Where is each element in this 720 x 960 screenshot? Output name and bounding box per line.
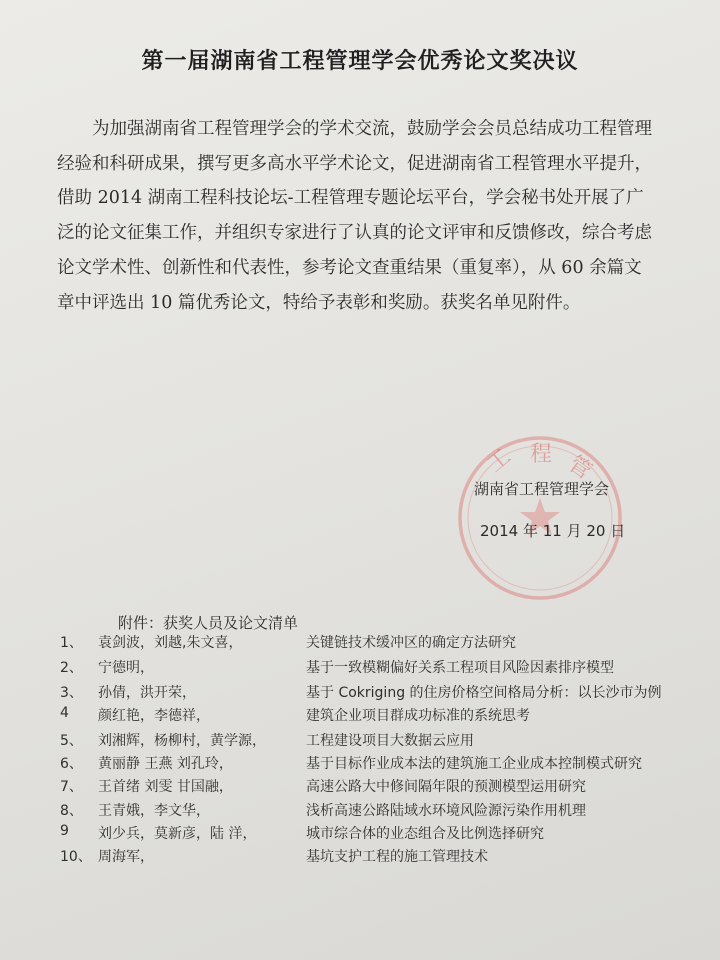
list-item <box>0 632 720 654</box>
official-seal <box>455 433 625 603</box>
entry-authors: 周海军， <box>98 849 154 865</box>
list-item <box>0 682 720 704</box>
document-body: 为加强湖南省工程管理学会的学术交流，鼓励学会会员总结成功工程管理经验和科研成果，撰写更多高水平学术论文，促进湖南省工程管理水平提升，借助 2014 湖南工程科技论坛-工程管理专题论坛平台，学会秘书处开展了广泛的论文征集工作，并组织专家进行了认真的论文评审和反馈修改，综合考虑论文学术性、创新性和代表性，参考论文查重结果（重复率），从 60 余篇文章中评选出 10 篇优秀论文，特给予表彰和奖励。获奖名单见附件。 <box>57 119 652 313</box>
signature-organization: 湖南省工程管理学会 <box>474 480 610 498</box>
entry-number: 3、 <box>60 685 83 701</box>
entry-paper-title: 基于 Cokriging 的住房价格空间格局分析：以长沙市为例 <box>306 685 662 701</box>
entry-authors: 袁剑波，刘越,朱文喜， <box>98 635 243 651</box>
svg-text:管: 管 <box>563 451 596 485</box>
entry-authors: 刘湘辉，杨柳村，黄学源， <box>98 733 266 749</box>
entry-paper-title: 城市综合体的业态组合及比例选择研究 <box>306 826 544 842</box>
entry-authors: 刘少兵，莫新彦，陆 洋， <box>98 826 257 842</box>
entry-paper-title: 基于目标作业成本法的建筑施工企业成本控制模式研究 <box>306 756 642 772</box>
entry-number: 2、 <box>60 660 83 676</box>
entry-number: 9 <box>60 823 69 839</box>
appendix-title: 附件：获奖人员及论文清单 <box>118 614 299 632</box>
list-item <box>0 800 720 822</box>
list-item <box>0 705 720 727</box>
list-item <box>0 753 720 775</box>
entry-authors: 王青娥，李文华， <box>98 803 210 819</box>
entry-paper-title: 工程建设项目大数据云应用 <box>306 733 474 749</box>
entry-number: 6、 <box>60 756 83 772</box>
list-item <box>0 846 720 868</box>
entry-paper-title: 浅析高速公路陆域水环境风险源污染作用机理 <box>306 803 586 819</box>
entry-number: 4 <box>60 705 69 721</box>
entry-number: 5、 <box>60 733 83 749</box>
list-item <box>0 657 720 679</box>
entry-paper-title: 关键链技术缓冲区的确定方法研究 <box>306 635 516 651</box>
svg-text:工: 工 <box>482 444 516 478</box>
signature-date: 2014 年 11 月 20 日 <box>480 522 626 540</box>
svg-text:程: 程 <box>530 442 553 467</box>
entry-number: 10、 <box>60 849 92 865</box>
entry-number: 8、 <box>60 803 83 819</box>
entry-paper-title: 基于一致模糊偏好关系工程项目风险因素排序模型 <box>306 660 614 676</box>
entry-authors: 王首绪 刘雯 甘国融， <box>98 779 233 795</box>
list-item <box>0 776 720 798</box>
entry-authors: 颜红艳，李德祥， <box>98 708 210 724</box>
entry-authors: 宁德明， <box>98 660 154 676</box>
entry-paper-title: 高速公路大中修间隔年限的预测模型运用研究 <box>306 779 586 795</box>
entry-authors: 孙倩，洪开荣， <box>98 685 196 701</box>
entry-number: 1、 <box>60 635 83 651</box>
list-item <box>0 823 720 845</box>
document-title: 第一届湖南省工程管理学会优秀论文奖决议 <box>141 49 579 74</box>
entry-paper-title: 基坑支护工程的施工管理技术 <box>306 849 488 865</box>
entry-number: 7、 <box>60 779 83 795</box>
entry-authors: 黄丽静 王燕 刘孔玲， <box>98 756 233 772</box>
list-item <box>0 730 720 752</box>
entry-paper-title: 建筑企业项目群成功标准的系统思考 <box>306 708 530 724</box>
